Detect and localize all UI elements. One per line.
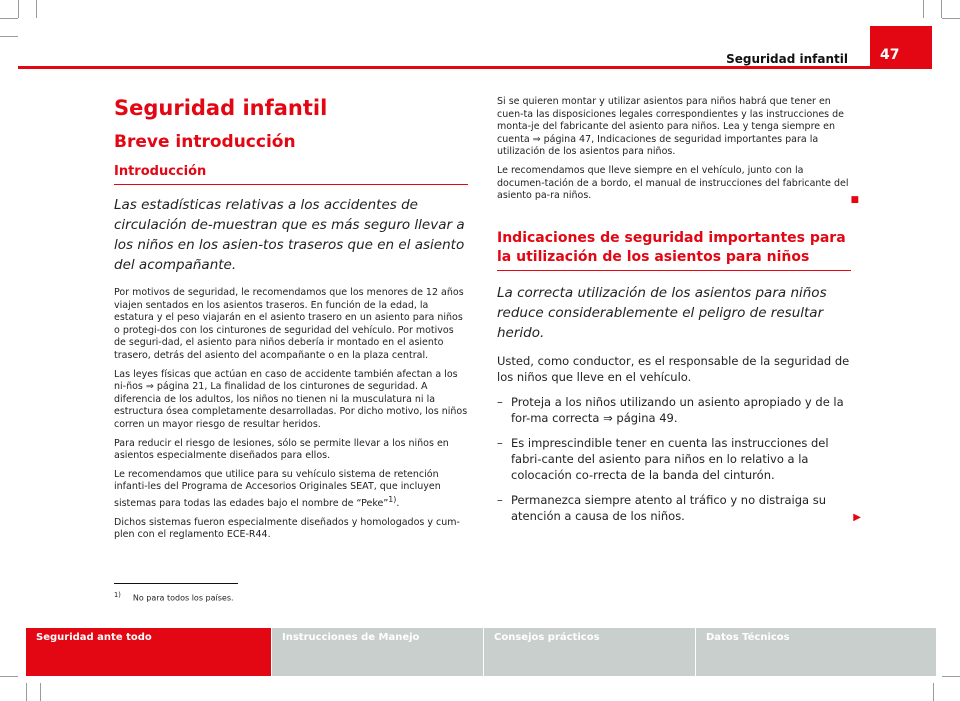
list-item xyxy=(497,394,851,426)
footnote-text: No para todos los países. xyxy=(132,593,234,603)
paragraph: Las leyes físicas que actúan en caso de accidente también afectan a los ni-ños ⇒ página 21, La finalidad de los cinturones de seguridad. A diferencia de los adultos, los niños no tienen ni la musculatura ni la estructura ósea completamente desarrolladas. Por dicho motivo, los niños corren un mayor riesgo de resultar heridos. xyxy=(114,368,468,430)
tab-seguridad-ante-todo[interactable]: Seguridad ante todo xyxy=(26,628,271,676)
header-rule xyxy=(18,66,932,69)
running-header: Seguridad infantil xyxy=(726,52,848,66)
intro-text: Las estadísticas relativas a los accidentes de circulación de-muestran que es más seguro llevar a los niños en los asien-tos traseros que en el asiento del acompañante. xyxy=(114,197,465,273)
footnote-rule xyxy=(114,583,238,584)
dash-icon: – xyxy=(497,492,503,507)
tab-datos-tecnicos[interactable]: Datos Técnicos xyxy=(696,628,936,676)
tab-instrucciones-de-manejo[interactable]: Instrucciones de Manejo xyxy=(272,628,483,676)
list-item-text: Permanezca siempre atento al tráfico y no distraiga su atención a causa de los niños. xyxy=(511,492,827,523)
footnote-ref: 1) xyxy=(388,494,397,504)
crop-mark xyxy=(933,683,934,701)
crop-mark xyxy=(923,0,924,18)
crop-mark xyxy=(941,0,942,18)
bullet-list xyxy=(497,394,851,524)
right-column xyxy=(497,96,861,533)
crop-mark xyxy=(40,683,41,701)
paragraph: Para reducir el riesgo de lesiones, sólo se permite llevar a los niños en asientos especialmente diseñados para ellos. xyxy=(114,437,449,462)
footnote-mark: 1) xyxy=(114,591,121,599)
crop-mark xyxy=(0,18,18,19)
dash-icon: – xyxy=(497,435,503,450)
list-item-text: Es imprescindible tener en cuenta las instrucciones del fabri-cante del asiento para niños en lo relativo a la colocación co-rrecta de la banda del cinturón. xyxy=(511,435,829,482)
paragraph-end: . xyxy=(396,498,400,510)
left-column xyxy=(114,96,468,548)
safety-heading: Indicaciones de seguridad importantes para la utilización de los asientos para niños xyxy=(497,229,851,271)
tab-consejos-practicos[interactable]: Consejos prácticos xyxy=(484,628,695,676)
section-end-icon: ■ xyxy=(850,194,859,205)
paragraph: Le recomendamos que lleve siempre en el vehículo, junto con la documen-tación de a bordo, el manual de instrucciones del fabricante del asiento pa-ra niños. xyxy=(497,164,849,202)
paragraph: Si se quieren montar y utilizar asientos para niños habrá que tener en cuen-ta las disposiciones legales correspondientes y las instrucciones de monta-je del fabricante del asiento para niños. Lea y tenga siempre en cuenta ⇒ página 47, Indicaciones de seguridad importantes para la utilización de los asientos para niños. xyxy=(497,96,845,158)
crop-mark xyxy=(18,0,19,18)
crop-mark xyxy=(0,36,18,37)
paragraph-text: Le recomendamos que utilice para su vehículo sistema de retención infanti-les del Programa de Accesorios Originales SEAT, que incluyen sistemas para todas las edades bajo el nombre de “Peke” xyxy=(114,468,441,510)
page-number: 47 xyxy=(870,26,932,69)
chapter-title: Seguridad infantil xyxy=(114,96,328,120)
paragraph xyxy=(114,469,468,511)
paragraph: Por motivos de seguridad, le recomendamos que los menores de 12 años viajen sentados en los asientos traseros. En función de la edad, la estatura y el peso viajarán en el asiento trasero en un asiento para niños o protegi-dos con los cinturones de seguridad del vehículo. Por motivos de seguri-dad, el asiento para niños debería ir montado en el asiento trasero, detrás del asiento del acompañante o en la plaza central. xyxy=(114,287,464,361)
footnote xyxy=(114,591,234,603)
paragraph: Dichos sistemas fueron especialmente diseñados y homologados y cum-plen con el reglamento ECE-R44. xyxy=(114,516,460,541)
list-item xyxy=(497,435,851,483)
crop-mark xyxy=(36,0,37,18)
subsection-title: Introducción xyxy=(114,164,468,185)
paragraph: Usted, como conductor, es el responsable de la seguridad de los niños que lleve en el vehículo. xyxy=(497,353,850,384)
footer-nav xyxy=(26,628,937,676)
dash-icon: – xyxy=(497,394,503,409)
crop-mark xyxy=(942,676,960,677)
crop-mark xyxy=(0,676,18,677)
intro-text: La correcta utilización de los asientos para niños reduce considerablemente el peligro de resultar herido. xyxy=(497,284,827,341)
crop-mark xyxy=(942,18,960,19)
crop-mark xyxy=(26,683,27,701)
continue-arrow-icon: ▶ xyxy=(853,511,861,523)
list-item-text: Proteja a los niños utilizando un asiento apropiado y de la for-ma correcta ⇒ página 49. xyxy=(511,394,844,425)
section-title: Breve introducción xyxy=(114,132,296,152)
list-item xyxy=(497,492,851,524)
